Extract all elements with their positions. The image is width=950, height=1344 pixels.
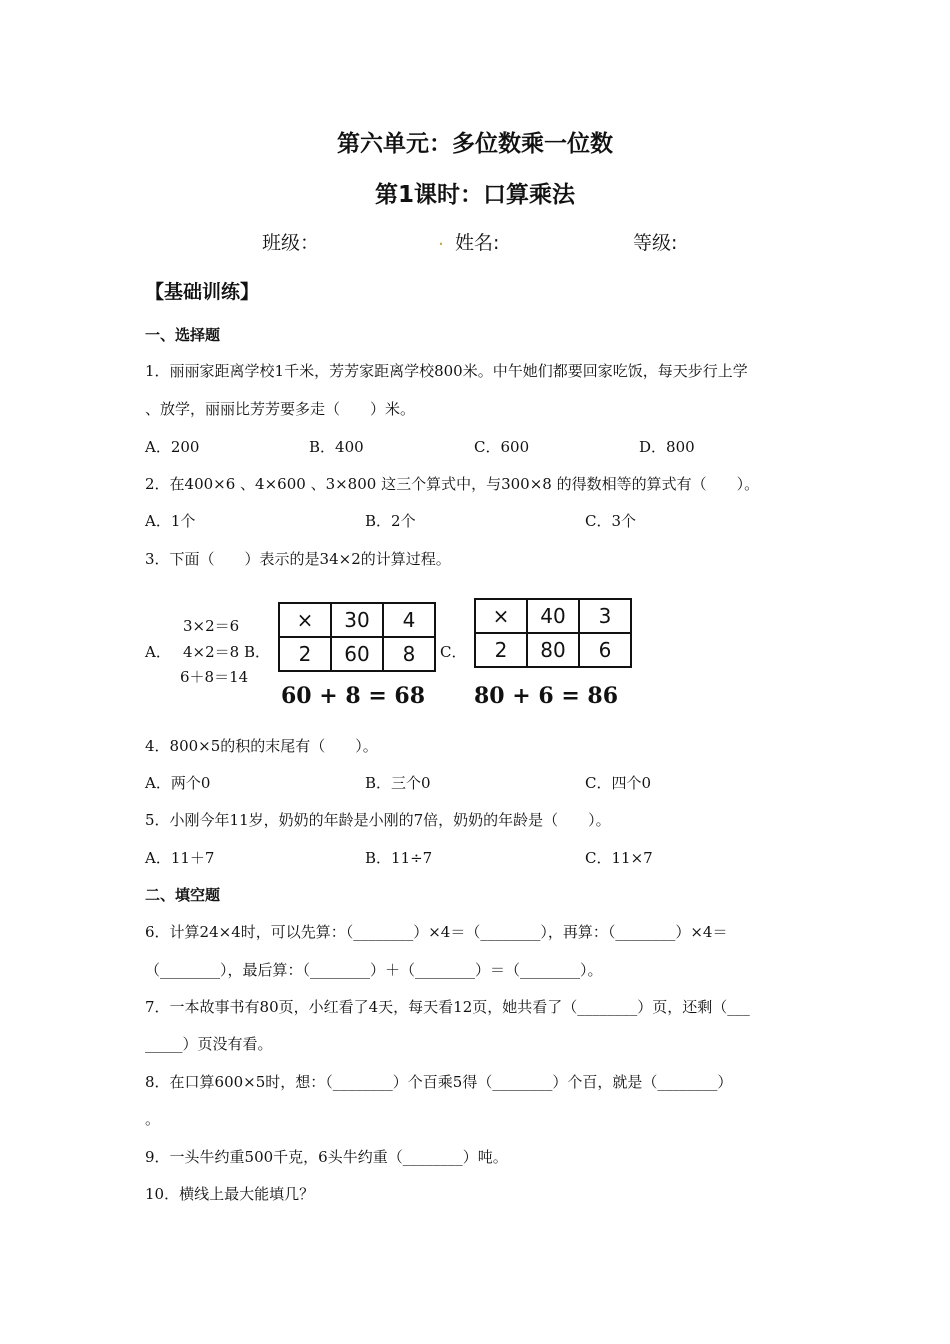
q8-text-line1: 8．在口算600×5时，想：（________）个百乘5得（________）个百，就是（________） — [145, 1073, 733, 1091]
q8-text-line2: 。 — [145, 1110, 161, 1128]
q3-c-cell: 6 — [579, 633, 631, 667]
q3-a-step3: 6＋8＝14 — [180, 668, 249, 686]
q2-option-c: C．3个 — [585, 512, 637, 530]
q1-text-line2: 、放学，丽丽比芳芳要多走（ ）米。 — [145, 400, 416, 418]
q3-a-step1: 3×2＝6 — [183, 617, 240, 635]
name-label: 姓名: — [455, 232, 500, 254]
q5-text: 5．小刚今年11岁，奶奶的年龄是小刚的7倍，奶奶的年龄是（ ）。 — [145, 811, 611, 829]
q7-text-line1: 7．一本故事书有80页，小红看了4天，每天看12页，她共看了（________）页，还剩（___ — [145, 998, 750, 1016]
q3-c-cell: 80 — [527, 633, 579, 667]
q4-option-a: A．两个0 — [145, 774, 211, 792]
q3-c-table — [474, 598, 632, 668]
q4-text: 4．800×5的积的末尾有（ ）。 — [145, 737, 378, 755]
q9-text: 9．一头牛约重500千克，6头牛约重（________）吨。 — [145, 1148, 508, 1166]
part2-heading: 二、填空题 — [145, 886, 221, 904]
q3-b-cell: 30 — [331, 603, 383, 637]
class-label: 班级： — [262, 232, 320, 254]
section-heading: 【基础训练】 — [145, 281, 260, 303]
q3-c-cell: 40 — [527, 599, 579, 633]
q1-option-c: C．600 — [474, 438, 530, 456]
q2-option-a: A．1个 — [145, 512, 196, 530]
q1-option-b: B．400 — [309, 438, 364, 456]
q3-b-cell: 60 — [331, 637, 383, 671]
q3-option-a-label: A． — [145, 643, 171, 661]
q3-c-cell: × — [475, 599, 527, 633]
q3-b-sum: 60 + 8 = 68 — [281, 683, 426, 709]
q2-text: 2．在400×6 、4×600 、3×800 这三个算式中，与300×8 的得数相等的算式有（ ）。 — [145, 475, 760, 493]
q1-text-line1: 1．丽丽家距离学校1千米，芳芳家距离学校800米。中午她们都要回家吃饭，每天步行上学 — [145, 362, 748, 380]
page-subtitle: 第1课时：口算乘法 — [374, 182, 575, 208]
q3-text: 3．下面（ ）表示的是34×2的计算过程。 — [145, 550, 451, 568]
q3-option-c-label: C． — [440, 643, 467, 661]
q4-option-c: C．四个0 — [585, 774, 652, 792]
q6-text-line2: （________），最后算：（________）＋（________）＝（________）。 — [145, 961, 603, 979]
q5-option-c: C．11×7 — [585, 849, 653, 867]
q3-a-step2: 4×2＝8 — [183, 643, 240, 661]
q4-option-b: B．三个0 — [365, 774, 431, 792]
q2-option-b: B．2个 — [365, 512, 416, 530]
separator-dot: . — [438, 228, 445, 250]
q1-option-a: A．200 — [145, 438, 200, 456]
q3-b-cell: 4 — [383, 603, 435, 637]
q1-option-d: D．800 — [639, 438, 695, 456]
q3-option-b-label: B． — [244, 643, 271, 661]
q3-c-cell: 3 — [579, 599, 631, 633]
q3-b-cell: 2 — [279, 637, 331, 671]
q3-c-cell: 2 — [475, 633, 527, 667]
q5-option-a: A．11＋7 — [145, 849, 215, 867]
q10-text: 10．横线上最大能填几？ — [145, 1185, 315, 1203]
q3-b-cell: × — [279, 603, 331, 637]
q3-b-cell: 8 — [383, 637, 435, 671]
q3-b-table — [278, 602, 436, 672]
grade-label: 等级: — [633, 232, 678, 254]
part1-heading: 一、选择题 — [145, 326, 221, 344]
page-title: 第六单元：多位数乘一位数 — [337, 131, 613, 157]
q5-option-b: B．11÷7 — [365, 849, 433, 867]
q7-text-line2: _____）页没有看。 — [145, 1035, 273, 1053]
q6-text-line1: 6．计算24×4时，可以先算：（________）×4＝（________），再算：（________）×4＝ — [145, 923, 728, 941]
q3-c-sum: 80 + 6 = 86 — [474, 683, 619, 709]
